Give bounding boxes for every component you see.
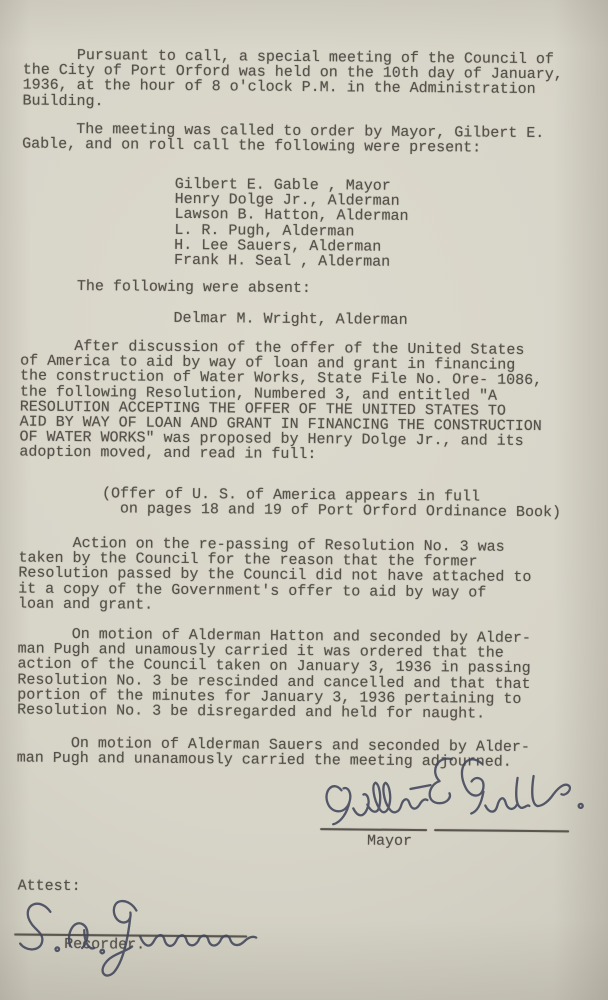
mayor-signature-icon <box>317 746 590 843</box>
call-to-order-paragraph: The meeting was called to order by Mayor, Gilbert E. Gable, and on roll call the following were present: <box>22 120 545 157</box>
opening-paragraph: Pursuant to call, a special meeting of the Council of the City of Port Orford was held on the 10th day of January, 1936, at the hour of 8 o'clock P.M. in the Administration Building. <box>22 46 563 110</box>
attest-label: Attest: <box>17 877 81 896</box>
roll-call-present-list: Gilbert E. Gable , Mayor Henry Dolge Jr., Alderman Lawson B. Hatton, Alderman L. R. Pugh, Alderman H. Lee Sauers, Alderman Frank H. Seal , Alderman <box>174 175 409 271</box>
rescind-motion-paragraph: On motion of Alderman Hatton and seconded by Alder- man Pugh and unamously carried it was ordered that the action of the Council taken on January 3, 1936 in passing Resolution No. 3 be rescinded and cancelled and that that portion of the minutes for January 3, 1936 pertaining to Resolution No. 3 be disregarded and held for naught. <box>17 625 531 723</box>
absent-intro-line: The following were absent: <box>76 278 311 298</box>
action-paragraph: Action on the re-passing of Resolution No. 3 was taken by the Council for the reason that the former Resolution passed by the Council did not have attached to it a copy of the Government's offer to aid by way of loan and grant. <box>18 534 532 614</box>
mayor-label: Mayor <box>366 832 413 850</box>
offer-note: (Offer of U. S. of America appears in full on pages 18 and 19 of Port Orford Ordinance Book) <box>101 485 562 522</box>
adjourn-motion-paragraph: On motion of Alderman Sauers and seconded by Alder- man Pugh and unanamously carried the meeting adjourned. <box>16 734 531 772</box>
recorder-signature-icon <box>6 887 262 989</box>
roll-call-absent-line: Delmar M. Wright, Alderman <box>173 309 408 329</box>
resolution-paragraph: After discussion of the offer of the United States of America to aid by way of loan and grant in financing the construction of Water Works, State File No. Ore- 1086, the following Resolution, Numbered 3, and entitled "A RESOLUTION ACCEPTING THE OFFER OF THE UNITED STATES TO AID BY WAY OF LOAN AND GRANT IN FINANCING THE CONSTRUCTION OF WATER WORKS" was proposed by Henry Dolge Jr., and its adoption moved, and read in full: <box>19 337 543 464</box>
recorder-label: Recorder. <box>64 935 146 954</box>
